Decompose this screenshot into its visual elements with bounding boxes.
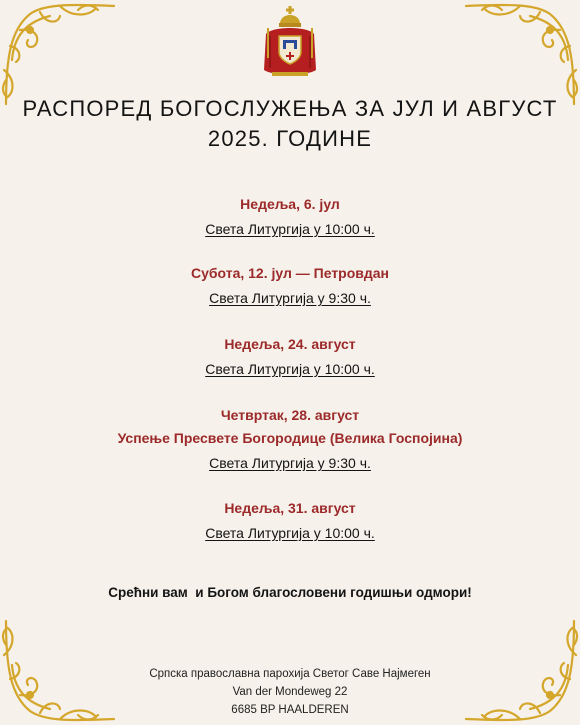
greeting-text: Срећни вам и Богом благословени годишњи одмори! <box>108 585 472 600</box>
event-service: Света Литургија у 9:30 ч. <box>209 290 371 306</box>
event-service: Света Литургија у 10:00 ч. <box>205 361 375 377</box>
event-item <box>0 262 580 310</box>
page-title <box>0 94 580 154</box>
parish-name: Српска православна парохија Светог Саве Најмеген <box>149 668 431 680</box>
event-date: Недеља, 6. јул <box>240 196 340 212</box>
event-service: Света Литургија у 10:00 ч. <box>205 221 375 237</box>
parish-address <box>0 665 580 719</box>
event-feast-name: Успење Пресвете Богородице (Велика Госпојина) <box>117 430 463 446</box>
event-date: Субота, 12. јул — Петровдан <box>190 265 390 281</box>
event-date: Четвртак, 28. август <box>220 407 360 423</box>
event-item <box>0 404 580 475</box>
title-line-1: РАСПОРЕД БОГОСЛУЖЕЊА ЗА ЈУЛ И АВГУСТ <box>22 96 558 121</box>
church-coat-of-arms-icon <box>262 6 318 80</box>
title-line-2: 2025. ГОДИНЕ <box>207 126 373 151</box>
street-address: Van der Mondeweg 22 <box>232 686 348 698</box>
event-date: Недеља, 31. август <box>224 500 356 516</box>
event-service: Света Литургија у 9:30 ч. <box>209 455 371 471</box>
event-item <box>0 333 580 381</box>
event-item <box>0 193 580 241</box>
event-date: Недеља, 24. август <box>224 336 356 352</box>
postal-city: 6685 BP HAALDEREN <box>231 704 349 716</box>
event-service: Света Литургија у 10:00 ч. <box>205 525 375 541</box>
event-item <box>0 497 580 545</box>
